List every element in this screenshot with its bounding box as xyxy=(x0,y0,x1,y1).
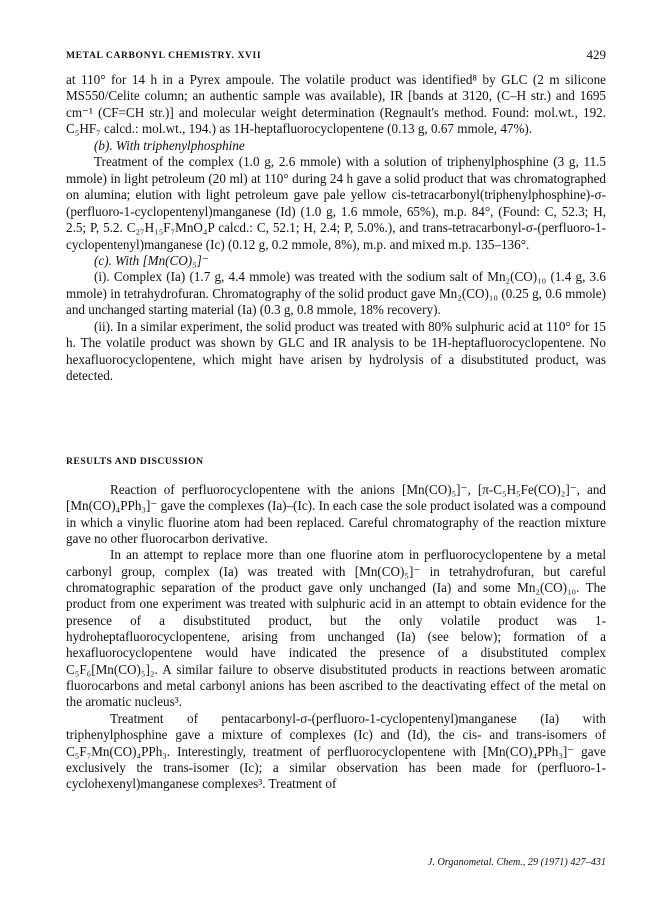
paragraph: (i). Complex (Ia) (1.7 g, 4.4 mmole) was treated with the sodium salt of Mn₂(CO)₁₀ (1.4 g, 3.6 mmole) in tetrahydrofuran. Chromatography of the solid product gave Mn₂(CO)₁₀ (0.25 g, 0.6 mmole) and unchanged starting material (Ia) (0.3 g, 0.8 mmole, 18% recovery). xyxy=(66,269,606,318)
section-heading: RESULTS AND DISCUSSION xyxy=(66,456,204,467)
paragraph: Treatment of pentacarbonyl-σ-(perfluoro-1-cyclopentenyl)manganese (Ia) with triphenylphosphine gave a mixture of complexes (Ic) and (Id), the cis- and trans-isomers of C₅F₇Mn(CO)₄PPh₃. Interestingly, treatment of perfluorocyclopentene with [Mn(CO)₄PPh₃]⁻ gave exclusively the trans-isomer (Ic); a similar observation has been made for (perfluoro-1-cyclohexenyl)manganese complexes³. Treatment of xyxy=(66,710,606,792)
paragraph: In an attempt to replace more than one fluorine atom in perfluorocyclopentene by a metal carbonyl group, complex (Ia) was treated with [Mn(CO)₅]⁻ in tetrahydrofuran, but careful chromatographic separation of the product gave only unchanged (Ia) and some Mn₂(CO)₁₀. The product from one experiment was treated with sulphuric acid in an attempt to obtain evidence for the presence of a disubstituted product, but the only volatile product was 1-hydroheptafluorocyclopentene, arising from unchanged (Ia) (see below); formation of a hexafluorocyclopentene would have indicated the presence of a disubstituted complex C₅F₆[Mn(CO)₅]₂. A similar failure to observe disubstituted products in reactions between aromatic fluorocarbons and metal carbonyl anions has been ascribed to the deactivating effect of the metal on the aromatic nucleus³. xyxy=(66,547,606,710)
running-title: METAL CARBONYL CHEMISTRY. XVII xyxy=(66,50,262,61)
experimental-text xyxy=(66,72,606,385)
subheading-c: (c). With [Mn(CO)₅]⁻ xyxy=(94,252,209,268)
page-number: 429 xyxy=(586,47,606,62)
paragraph: Reaction of perfluorocyclopentene with the anions [Mn(CO)₅]⁻, [π-C₅H₅Fe(CO)₂]⁻, and [Mn(CO)₄PPh₃]⁻ gave the complexes (Ia)–(Ic). In each case the sole product isolated was a compound in which a vinylic fluorine atom had been replaced. Careful chromatography of the reaction mixture gave no other fluorocarbon derivative. xyxy=(66,482,606,547)
subheading-b: (b). With triphenylphosphine xyxy=(94,137,245,153)
journal-citation: J. Organometal. Chem., 29 (1971) 427–431 xyxy=(427,857,606,868)
paragraph: Treatment of the complex (1.0 g, 2.6 mmole) with a solution of triphenylphosphine (3 g, 11.5 mmole) in light petroleum (20 ml) at 110° during 24 h gave a solid product that was chromatographed on alumina; elution with light petroleum gave pale yellow cis-tetracarbonyl(triphenylphosphine)-σ-(perfluoro-1-cyclopentenyl)manganese (Id) (1.0 g, 1.6 mmole, 65%), m.p. 84°, (Found: C, 52.3; H, 2.5; P, 5.2. C₂₇H₁₅F₇MnO₄P calcd.: C, 52.1; H, 2.4; P, 5.0%.), and trans-tetracarbonyl-σ-(perfluoro-1-cyclopentenyl)manganese (Ic) (0.12 g, 0.2 mmole, 8%), m.p. and mixed m.p. 135–136°. xyxy=(66,154,606,252)
paragraph: at 110° for 14 h in a Pyrex ampoule. The volatile product was identified⁸ by GLC (2 m silicone MS550/Celite column; an authentic sample was available), IR [bands at 3120, (C–H str.) and 1695 cm⁻¹ (CF=CH str.)] and molecular weight determination (Regnault's method. Found: mol.wt., 192. C₅HF₇ calcd.: mol.wt., 194.) as 1H-heptafluorocyclopentene (0.13 g, 0.67 mmole, 47%). xyxy=(66,72,606,137)
paragraph: (ii). In a similar experiment, the solid product was treated with 80% sulphuric acid at 110° for 15 h. The volatile product was shown by GLC and IR analysis to be 1H-heptafluorocyclopentene. No hexafluorocyclopentene, which might have arisen by hydrolysis of a disubstituted product, was detected. xyxy=(66,318,606,384)
running-header xyxy=(66,47,606,65)
results-text xyxy=(66,482,606,793)
